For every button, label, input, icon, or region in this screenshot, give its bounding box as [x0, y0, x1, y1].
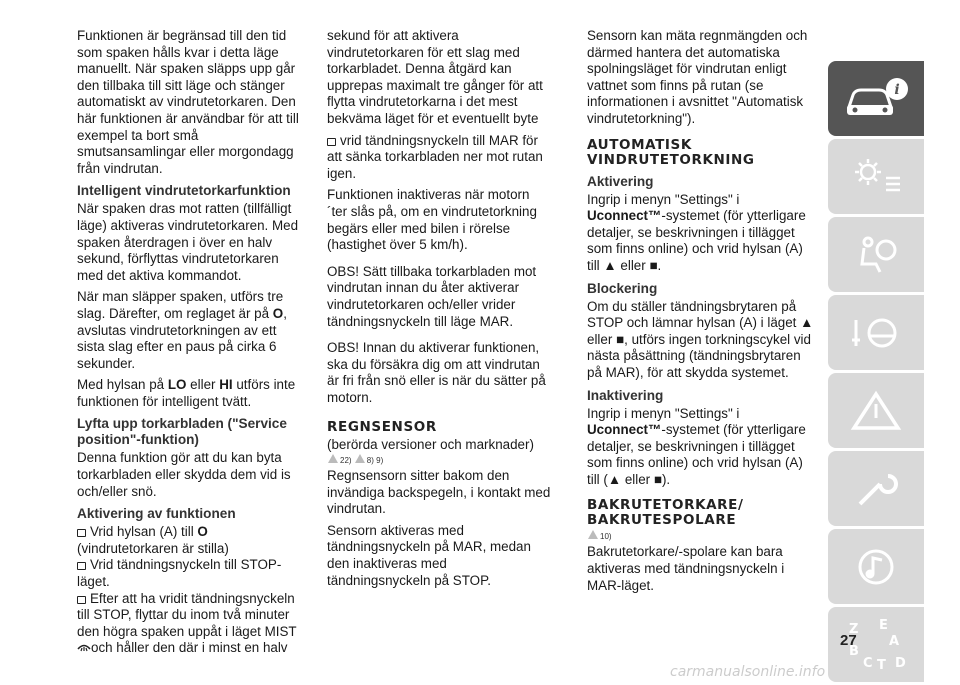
heading-bakrutetorkare: BAKRUTETORKARE/: [587, 497, 744, 514]
tab-multimedia[interactable]: [828, 529, 924, 604]
paragraph: Sensorn kan mäta regnmängden och därmed hantera det automatiska spolningsläget för vindrutan enligt vattnet som finns på rutan (se informationen i avsnittet "Automatisk vindrutetorkning").: [587, 28, 808, 126]
list-item: Efter att ha vridit tändningsnyckeln till STOP, flyttar du inom två minuter den högra spaken uppåt i läget MIST och håller den där i minst en halv: [77, 590, 297, 656]
svg-text:D: D: [895, 655, 906, 671]
column-3: [587, 28, 815, 599]
mist-icon: [77, 642, 91, 652]
footer-watermark: carmanualsonline.info: [670, 664, 826, 680]
references: 10): [587, 530, 815, 544]
auto-wiper-icon: ■: [653, 471, 662, 487]
column-1: [77, 28, 299, 657]
svg-text:i: i: [894, 81, 900, 98]
paragraph: sekund för att aktivera vindrutetorkaren för ett slag med torkarbladet. Denna åtgärd kan upprepas maximalt tre gånger för att flytta vindrutetorkarna i det mest bekväma läget för et eventuellt byte: [327, 28, 543, 126]
lo-label: LO: [167, 377, 187, 393]
paragraph: Med hylsan på LO eller HI utförs inte funktionen för intelligent tvätt.: [77, 377, 296, 409]
uconnect-label: Uconnect™: [587, 422, 662, 438]
tab-maintenance[interactable]: [828, 451, 924, 526]
list-item: Vrid tändningsnyckeln till STOP-läget.: [77, 557, 282, 590]
paragraph: När man släpper spaken, utförs tre slag. Därefter, om reglaget är på O, avslutas vindrutetorkningen av ett sista slag efter en paus på cirka 6 sekunder.: [77, 289, 287, 371]
tab-car-info[interactable]: [828, 61, 924, 136]
warning-triangle-icon: [328, 454, 338, 463]
svg-text:T: T: [877, 657, 886, 673]
music-icon: [846, 544, 906, 590]
list-item: Vrid hylsan (A) till O (vindrutetorkaren är stilla): [77, 524, 229, 556]
tab-emergency[interactable]: [828, 373, 924, 448]
paragraph: Om du ställer tändningsbrytaren på STOP och lämnar hylsan (A) i läget ▲ eller ■, utförs ingen torkningscykel vid nästa påsättning (tändningsbrytaren på MAR), för att skydda systemet.: [587, 298, 814, 380]
heading-bakrutespolare: BAKRUTESPOLARE: [587, 512, 737, 529]
references: 22) 8) 9): [327, 454, 551, 468]
warning-triangle-icon: [846, 388, 906, 434]
bullet-icon: [77, 596, 86, 604]
auto-wiper-icon: ■: [649, 257, 658, 273]
paragraph: Regnsensorn sitter bakom den invändiga backspegeln, i kontakt med vindrutan.: [327, 468, 551, 517]
paragraph: OBS! Sätt tillbaka torkarbladen mot vindrutan innan du åter aktiverar vindrutetorkaren och/eller vrider tändningsnyckeln till läge MAR.: [327, 263, 537, 329]
heading-blockering: Blockering: [587, 280, 658, 296]
list-item: vrid tändningsnyckeln till MAR för att sänka torkarbladen ner mot rutan igen.: [327, 132, 543, 181]
paragraph: Funktionen är begränsad till den tid som spaken hålls kvar i detta läge manuellt. När spaken släpps upp går den tillbaka till sitt läge och stänger automatiskt av vindrutetorkaren. Den här funktionen är användbar för att till exempel ta bort små smutsansamlingar eller morgondagg från vindrutan.: [77, 28, 299, 176]
auto-wiper-icon: ▲: [603, 257, 617, 273]
paragraph: Denna funktion gör att du kan byta torkarbladen eller skydda dem vid is och/eller snö.: [77, 450, 291, 499]
paragraph: Sensorn aktiveras med tändningsnyckeln på MAR, medan den inaktiveras med tändningsnyckeln på STOP.: [327, 522, 531, 588]
tab-driving[interactable]: [828, 295, 924, 370]
tab-dashboard-lights[interactable]: [828, 139, 924, 214]
uconnect-label: Uconnect™: [587, 208, 662, 224]
heading-intelligent: Intelligent vindrutetorkarfunktion: [77, 183, 291, 199]
circle-off-icon: O: [197, 524, 208, 540]
svg-text:Z: Z: [849, 621, 859, 637]
steering-key-icon: [846, 310, 906, 356]
heading-automatisk: AUTOMATISK: [587, 136, 692, 153]
paragraph: När spaken dras mot ratten (tillfälligt läge) aktiveras vindrutetorkaren. Med spaken återdragen i över en halv sekund, förflyttas vindrutetorkaren med det aktiva kommandot.: [77, 201, 299, 283]
page-number: 27: [840, 632, 857, 649]
car-info-icon: [841, 75, 911, 123]
airbag-icon: [846, 232, 906, 278]
bullet-icon: [77, 529, 86, 537]
heading-aktivering: Aktivering av funktionen: [77, 506, 236, 522]
paragraph: (berörda versioner och marknader): [327, 437, 534, 453]
svg-text:E: E: [879, 617, 888, 633]
heading-vindrutetorkning: VINDRUTETORKNING: [587, 151, 755, 168]
heading-inaktivering: Inaktivering: [587, 387, 664, 403]
auto-wiper-icon: ▲: [607, 471, 622, 487]
column-2: [327, 28, 551, 594]
warning-triangle-icon: [355, 454, 365, 463]
paragraph: Funktionen inaktiveras när motorn ´ter slås på, om en vindrutetorkning begärs eller med bilen i rörelse (hastighet över 5 km/h).: [327, 187, 537, 253]
heading-regnsensor: REGNSENSOR: [327, 419, 437, 436]
bullet-icon: [327, 138, 336, 146]
chapter-tabs: [828, 61, 924, 685]
paragraph: Bakrutetorkare/-spolare kan bara aktiveras med tändningsnyckeln i MAR-läget.: [587, 544, 785, 593]
circle-off-icon: O: [272, 305, 284, 321]
svg-text:B: B: [849, 643, 859, 659]
svg-text:C: C: [863, 655, 873, 671]
wrench-icon: [846, 466, 906, 512]
svg-text:A: A: [889, 633, 900, 649]
heading-service-position: Lyfta upp torkarbladen ("Service position"-funktion): [77, 416, 287, 448]
bullet-icon: [77, 562, 86, 570]
auto-wiper-icon: ▲: [800, 315, 814, 331]
paragraph: OBS! Innan du aktiverar funktionen, ska du försäkra dig om att vindrutan är fri från snö eller is när du sätter på motorn.: [327, 340, 546, 405]
warning-triangle-icon: [588, 530, 598, 539]
hi-label: HI: [219, 377, 233, 393]
tab-safety[interactable]: [828, 217, 924, 292]
auto-wiper-icon: ■: [616, 331, 625, 347]
paragraph: Ingrip i menyn "Settings" i Uconnect™-systemet (för ytterligare detaljer, se beskrivningen i tillägget som finns online) och vrid hylsan (A) till (▲ eller ■).: [587, 405, 806, 487]
dashboard-lights-icon: [846, 154, 906, 200]
paragraph: Ingrip i menyn "Settings" i Uconnect™-systemet (för ytterligare detaljer, se beskrivningen i tillägget som finns online) och vrid hylsan (A) till ▲ eller ■.: [587, 191, 806, 273]
heading-aktivering: Aktivering: [587, 173, 654, 189]
